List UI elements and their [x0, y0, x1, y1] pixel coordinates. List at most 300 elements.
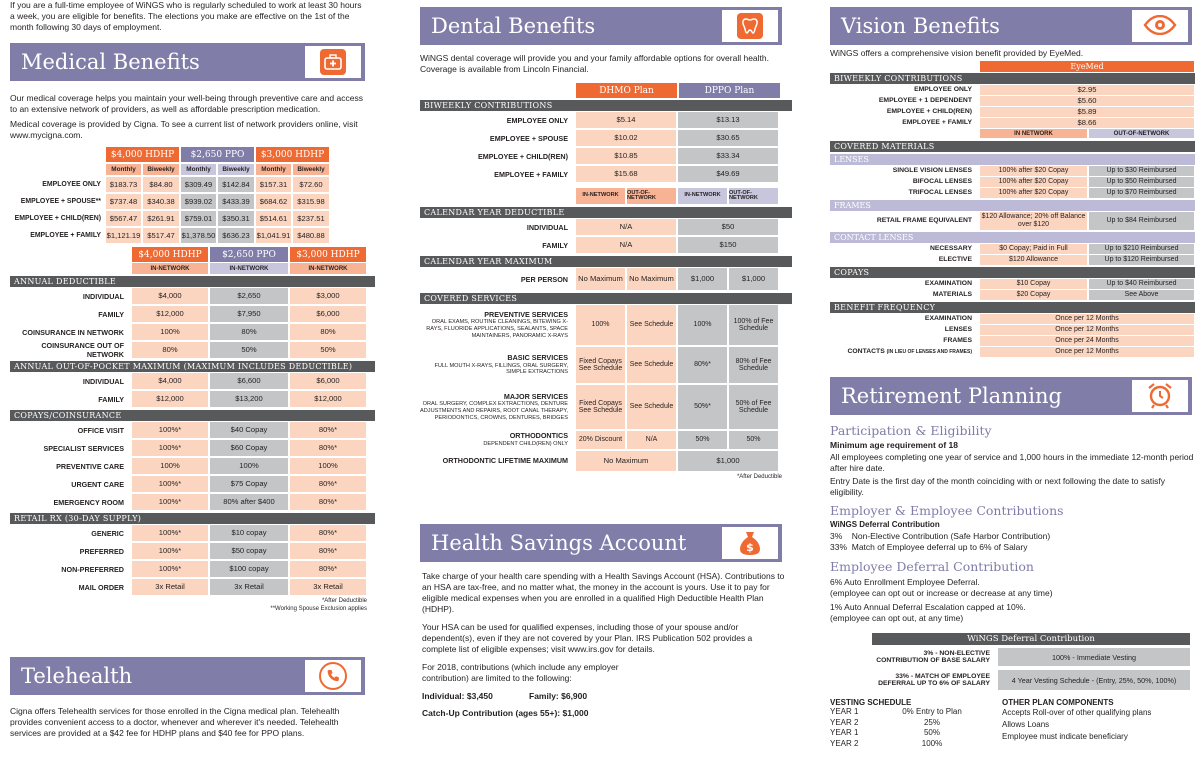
- list-item: Accepts Roll-over of other qualifying plans: [1002, 708, 1152, 718]
- row-label: EMPLOYEE + CHILD(REN): [477, 151, 568, 161]
- vesting-row: [830, 707, 1002, 717]
- cell: 80%*: [290, 422, 366, 438]
- table-row: [10, 542, 375, 560]
- table-row: [10, 210, 375, 227]
- table-row: [10, 390, 375, 408]
- network-label: OUT-OF-NETWORK: [729, 188, 778, 204]
- telehealth-text: Cigna offers Telehealth services for those enrolled in the Cigna medical plan. Telehealth provides convenient access to a doctor, whenever and wherever it's needed. Telehealth services are provided at a $42 fee for HDHP plans and $40 fee for PPO plans.: [10, 706, 340, 739]
- deferral-table: [872, 633, 1190, 691]
- network-label: OUT-OF-NETWORK: [627, 188, 676, 204]
- cell: $2.95: [980, 85, 1194, 95]
- plan-header: DHMO Plan: [576, 83, 677, 98]
- table-row: [830, 278, 1195, 289]
- cell: 3x Retail: [290, 579, 366, 595]
- row-label: [420, 432, 574, 447]
- cell: $150: [678, 237, 778, 253]
- vision-frequency-rows: [830, 313, 1195, 357]
- dental-covered-rows: [420, 304, 792, 450]
- in-network-label: IN-NETWORK: [132, 263, 208, 274]
- cell: Up to $70 Reimbursed: [1089, 188, 1194, 198]
- table-row: [10, 287, 375, 305]
- cell: $120 Allowance; 20% off Balance over $120: [981, 213, 1086, 228]
- table-row: [420, 218, 792, 236]
- biweekly-label: Biweekly: [293, 164, 329, 175]
- row-label: EMPLOYEE + SPOUSE: [489, 133, 568, 143]
- cell: $72.60: [293, 177, 329, 192]
- row-label: EMPLOYEE + FAMILY: [30, 232, 101, 240]
- tooth-icon: [737, 13, 763, 39]
- row-label: ORTHODONTIC LIFETIME MAXIMUM: [442, 455, 568, 465]
- cell: N/A: [627, 431, 676, 449]
- cell: 100%: [132, 324, 208, 340]
- cell: $1,121.19: [106, 228, 141, 243]
- hsa-family-limit: Family: $6,900: [529, 691, 588, 702]
- row-label: 3% - NON-ELECTIVE CONTRIBUTION OF BASE SALARY: [876, 649, 990, 665]
- cell: 100%*: [132, 440, 208, 456]
- section-header: BIWEEKLY CONTRIBUTIONS: [420, 100, 792, 111]
- table-row: [10, 323, 375, 341]
- medical-benefits-title: Medical Benefits: [21, 50, 200, 75]
- row-label: FAMILY: [98, 394, 124, 404]
- table-row: [420, 384, 792, 430]
- money-bag-icon: [739, 530, 761, 556]
- table-row: [830, 243, 1195, 254]
- cell: $7,950: [210, 306, 288, 322]
- row-label: NON-PREFERRED: [61, 564, 124, 574]
- row-label: PREVENTIVE CARE: [56, 461, 124, 471]
- cell: 100%: [678, 305, 727, 345]
- hsa-paragraph: Your HSA can be used for qualified expenses, including those of your spouse and/or dependent(s), even if they are not covered by your Plan. IRS Publication 502 provides a complete list of eligible expenses; visit www.irs.gov for details.: [422, 622, 753, 655]
- vesting-value: 0% Entry to Plan: [902, 707, 962, 717]
- deferral-line: 6% Auto Enrollment Employee Deferral.: [830, 577, 980, 588]
- row-label: [830, 315, 978, 322]
- row-label: [830, 337, 978, 344]
- cell: $5.89: [980, 107, 1194, 117]
- deferral-line: (employee can opt out, at any time): [830, 613, 964, 624]
- row-label: EMERGENCY ROOM: [53, 497, 124, 507]
- cell: $315.98: [293, 194, 329, 209]
- vesting-year: YEAR 2: [830, 738, 859, 748]
- cell: Up to $84 Reimbursed: [1089, 212, 1194, 230]
- biweekly-label: Biweekly: [143, 164, 179, 175]
- table-row: [10, 439, 375, 457]
- frequency-label: FRAMES: [943, 337, 972, 345]
- cell: 100%*: [132, 494, 208, 510]
- vesting-rows: [830, 707, 1002, 749]
- cell: $737.48: [106, 194, 141, 209]
- plan-header: EyeMed: [980, 61, 1194, 72]
- cell: $50: [678, 219, 778, 235]
- cell: $480.88: [293, 228, 329, 243]
- row-label: RETAIL FRAME EQUIVALENT: [876, 217, 972, 225]
- table-row: [420, 346, 792, 384]
- cell: $75 Copay: [210, 476, 288, 492]
- row-label: FAMILY: [98, 309, 124, 319]
- cell: 80% of Fee Schedule: [729, 347, 778, 383]
- dental-benefits-banner: [420, 7, 782, 45]
- cell: Up to $30 Reimbursed: [1089, 166, 1194, 176]
- row-label: EMPLOYEE + SPOUSE**: [20, 198, 101, 206]
- table-row: [10, 578, 375, 596]
- cell: No Maximum: [576, 268, 625, 290]
- vesting-value: 25%: [923, 717, 940, 727]
- cell: $237.51: [293, 211, 329, 226]
- cell: 80%*: [290, 440, 366, 456]
- cell: $10.85: [576, 148, 676, 164]
- row-label: [420, 354, 574, 376]
- deferral-line: 1% Auto Annual Deferral Escalation capped at 10%.: [830, 602, 1026, 613]
- row-label: MATERIALS: [932, 291, 972, 299]
- section-header: BENEFIT FREQUENCY: [830, 302, 1195, 313]
- cell: $157.31: [256, 177, 291, 192]
- cell: No Maximum: [576, 451, 676, 471]
- eye-icon: [1143, 15, 1177, 37]
- table-row: [420, 111, 792, 129]
- plan-header: $3,000 HDHP: [290, 247, 366, 262]
- table-row: [420, 304, 792, 346]
- cell: $8.66: [980, 118, 1194, 128]
- cell: N/A: [576, 219, 676, 235]
- medical-contrib-rows: [10, 176, 375, 244]
- hsa-individual-limit: Individual: $3,450: [422, 691, 493, 702]
- cell: 100%*: [132, 543, 208, 559]
- cell: 80%: [210, 324, 288, 340]
- vesting-row: [830, 718, 1002, 728]
- cell: 100% after $20 Copay: [980, 177, 1087, 187]
- medical-contributions-table: [10, 147, 375, 244]
- table-row: [830, 289, 1195, 300]
- cell: $60 Copay: [210, 440, 288, 456]
- cell: $433.39: [218, 194, 254, 209]
- hsa-paragraph: For 2018, contributions (which include any employer contribution) are limited to the following:: [422, 662, 619, 684]
- table-row: [10, 227, 375, 244]
- cell: 50%: [678, 431, 727, 449]
- section-header: COVERED SERVICES: [420, 293, 792, 304]
- medical-coverage-sections: [10, 276, 375, 596]
- list-item: Allows Loans: [1002, 720, 1050, 730]
- vesting-row: [830, 739, 1002, 749]
- cell: $183.73: [106, 177, 141, 192]
- row-label: ELECTIVE: [938, 256, 972, 264]
- cell: $50 copay: [210, 543, 288, 559]
- cell: 100% - Immediate Vesting: [998, 648, 1190, 666]
- vision-contrib-rows: [830, 84, 1195, 128]
- cell: N/A: [576, 237, 676, 253]
- cell: $6,600: [210, 373, 288, 389]
- contribution-line: 3% Non-Elective Contribution (Safe Harbor Contribution): [830, 531, 1051, 542]
- cell: $759.01: [181, 211, 216, 226]
- row-label: BIFOCAL LENSES: [912, 178, 972, 186]
- table-row: [830, 84, 1195, 95]
- table-row: [10, 475, 375, 493]
- spouse-exclusion-note: **Working Spouse Exclusion applies: [270, 606, 367, 613]
- cell: $12,000: [132, 306, 208, 322]
- row-label: EMPLOYEE ONLY: [506, 115, 568, 125]
- cell: $13.13: [678, 112, 778, 128]
- vesting-year: YEAR 1: [830, 707, 859, 717]
- cell: $0 Copay; Paid in Full: [980, 244, 1087, 254]
- cell: $1,000: [678, 451, 778, 471]
- row-label: EXAMINATION: [924, 280, 972, 288]
- cell: 100%: [210, 458, 288, 474]
- retirement-banner: [830, 377, 1192, 415]
- list-item: Employee must indicate beneficiary: [1002, 732, 1128, 742]
- table-row: [830, 187, 1195, 198]
- cell: $5.14: [576, 112, 676, 128]
- in-network-label: IN-NETWORK: [210, 263, 288, 274]
- row-label: EMPLOYEE + FAMILY: [494, 169, 568, 179]
- telehealth-banner: [10, 657, 365, 695]
- row-label: EMPLOYEE + 1 DEPENDENT: [878, 97, 972, 105]
- cell: $10 copay: [210, 525, 288, 541]
- medical-intro-1: Our medical coverage helps you maintain your well-being through preventive care and access to an extensive network of providers, as well as affordable prescription medication.: [10, 93, 363, 115]
- dental-intro: WiNGS dental coverage will provide you and your family affordable options for overall health. Coverage is available from Lincoln Financial.: [420, 53, 769, 75]
- vesting-year: YEAR 1: [830, 728, 859, 738]
- plan-header: DPPO Plan: [679, 83, 780, 98]
- column-left: [10, 0, 375, 739]
- table-row: [420, 267, 792, 291]
- participation-heading: Participation & Eligibility: [830, 423, 992, 438]
- cell: $142.84: [218, 177, 254, 192]
- after-deductible-note: *After Deductible: [321, 598, 367, 605]
- cell: $1,000: [678, 268, 727, 290]
- cell: $2,650: [210, 288, 288, 304]
- entry-date-text: Entry Date is the first day of the month coinciding with or next following the date to satisfy eligibility.: [830, 476, 1165, 498]
- cell: 100%*: [132, 476, 208, 492]
- vision-intro: WiNGS offers a comprehensive vision benefit provided by EyeMed.: [830, 48, 1084, 58]
- cell: Up to $120 Reimbursed: [1089, 255, 1194, 265]
- cell: 80%*: [678, 347, 727, 383]
- column-middle: [420, 0, 792, 719]
- cell: $20 Copay: [980, 290, 1087, 300]
- cell: 50%*: [678, 385, 727, 429]
- row-label: COINSURANCE OUT OF NETWORK: [41, 341, 124, 360]
- table-row: [420, 236, 792, 254]
- cell: $10 Copay: [980, 279, 1087, 289]
- section-header: RETAIL RX (30-DAY SUPPLY): [10, 513, 375, 524]
- subsection-header: FRAMES: [830, 200, 1195, 211]
- vision-table: [830, 61, 1195, 357]
- table-row: [830, 313, 1195, 324]
- table-row: [10, 524, 375, 542]
- retirement-title: Retirement Planning: [841, 384, 1062, 408]
- cell: 100% of Fee Schedule: [729, 305, 778, 345]
- vesting-value: 100%: [921, 738, 943, 748]
- cell: Fixed Copays See Schedule: [576, 347, 625, 383]
- row-label: [420, 393, 574, 422]
- cell: $30.65: [678, 130, 778, 146]
- cell: $1,378.50: [181, 228, 216, 243]
- row-label: [830, 326, 978, 333]
- cell: $15.68: [576, 166, 676, 182]
- cell: 80%*: [290, 543, 366, 559]
- table-row: [420, 450, 792, 472]
- in-network-label: IN-NETWORK: [290, 263, 366, 274]
- plan-header: $4,000 HDHP: [132, 247, 208, 262]
- section-header: COPAYS: [830, 267, 1195, 278]
- deferral-table-title: WiNGS Deferral Contribution: [872, 633, 1190, 645]
- medical-benefits-banner: [10, 43, 365, 81]
- cell: $6,000: [290, 373, 366, 389]
- cell: $350.31: [218, 211, 254, 226]
- cell: Up to $210 Reimbursed: [1089, 244, 1194, 254]
- medical-intro-2: Medical coverage is provided by Cigna. To see a current list of network providers online, visit www.mycigna.com.: [10, 119, 358, 141]
- cell: $4,000: [132, 288, 208, 304]
- row-label: URGENT CARE: [71, 479, 124, 489]
- row-label: SINGLE VISION LENSES: [892, 167, 972, 175]
- cell: $309.49: [181, 177, 216, 192]
- cell: $514.61: [256, 211, 291, 226]
- network-label: IN-NETWORK: [576, 188, 625, 204]
- hsa-paragraph: Take charge of your health care spending with a Health Savings Account (HSA). Contributions to an HSA are tax-free, and no matter what, the money in the account is yours. Use it to pay for eligible medical expenses when you are enrolled in a qualified High Deductible Health Plan (HDHP).: [422, 571, 785, 615]
- table-row: [830, 95, 1195, 106]
- table-row: [10, 193, 375, 210]
- network-label: OUT-OF-NETWORK: [1089, 129, 1194, 138]
- cell: 50% of Fee Schedule: [729, 385, 778, 429]
- frequency-label: CONTACTS: [847, 348, 885, 356]
- table-row: [830, 176, 1195, 187]
- table-row: [420, 147, 792, 165]
- row-label: COINSURANCE IN NETWORK: [22, 327, 124, 337]
- eligibility-intro: If you are a full-time employee of WiNGS who is regularly scheduled to work at least 30 hours a week, you are eligible for benefits. The elections you make are effective on the 1st of the month following 30 days of employment.: [10, 0, 362, 33]
- vesting-value: 50%: [923, 728, 940, 738]
- row-label: SPECIALIST SERVICES: [43, 443, 124, 453]
- cell: Once per 24 Months: [980, 336, 1194, 346]
- cell: $5.60: [980, 96, 1194, 106]
- vesting-row: [830, 728, 1002, 738]
- vision-benefits-title: Vision Benefits: [841, 14, 1000, 38]
- cell: Fixed Copays See Schedule: [576, 385, 625, 429]
- cell: $13,200: [210, 391, 288, 407]
- section-header: COVERED MATERIALS: [830, 141, 1195, 152]
- cell: 80% after $400: [210, 494, 288, 510]
- table-row: [830, 106, 1195, 117]
- cell: 50%: [210, 342, 288, 358]
- service-detail: ORAL EXAMS, ROUTINE CLEANINGS, BITEWING X-RAYS, FLUORIDE APPLICATIONS, SEALANTS, SPACE MAINTAINERS, PANORAMIC X-RAYS: [426, 319, 568, 339]
- monthly-label: Monthly: [256, 164, 291, 175]
- svg-text:$: $: [746, 541, 754, 554]
- cell: 100% after $20 Copay: [980, 188, 1087, 198]
- cell: 100%*: [132, 525, 208, 541]
- table-row: [830, 254, 1195, 265]
- section-header: COPAYS/COINSURANCE: [10, 410, 375, 421]
- biweekly-label: Biweekly: [218, 164, 254, 175]
- cell: $684.62: [256, 194, 291, 209]
- table-row: [420, 129, 792, 147]
- cell: $12,000: [132, 391, 208, 407]
- cell: 100%: [576, 305, 625, 345]
- dental-benefits-title: Dental Benefits: [431, 14, 596, 38]
- section-header: ANNUAL DEDUCTIBLE: [10, 276, 375, 287]
- row-label: 33% - MATCH OF EMPLOYEE DEFERRAL UP TO 6% OF SALARY: [878, 672, 990, 688]
- row-label: TRIFOCAL LENSES: [908, 189, 972, 197]
- column-right: [830, 0, 1195, 748]
- cell: 50%: [729, 431, 778, 449]
- plan-header: $3,000 HDHP: [256, 147, 329, 162]
- row-label: EMPLOYEE + CHILD(REN): [14, 215, 101, 223]
- cell: 80%*: [290, 476, 366, 492]
- cell: Once per 12 Months: [980, 347, 1194, 357]
- cell: $12,000: [290, 391, 366, 407]
- cell: 20% Discount: [576, 431, 625, 449]
- cell: 80%*: [290, 561, 366, 577]
- table-row: [10, 341, 375, 359]
- cell: Up to $40 Reimbursed: [1089, 279, 1194, 289]
- other-components-title: OTHER PLAN COMPONENTS: [1002, 698, 1114, 708]
- hsa-title: Health Savings Account: [431, 531, 687, 555]
- cell: $100 copay: [210, 561, 288, 577]
- table-row: [420, 430, 792, 450]
- cell: 80%: [132, 342, 208, 358]
- frequency-label: EXAMINATION: [924, 315, 972, 323]
- row-label: NECESSARY: [929, 245, 972, 253]
- telehealth-title: Telehealth: [21, 664, 133, 688]
- vision-benefits-banner: [830, 7, 1192, 45]
- cell: Once per 12 Months: [980, 314, 1194, 324]
- plan-header: $2,650 PPO: [210, 247, 288, 262]
- min-age: Minimum age requirement of 18: [830, 440, 958, 450]
- cell: See Schedule: [627, 385, 676, 429]
- table-row: [830, 117, 1195, 128]
- row-label: EMPLOYEE ONLY: [42, 181, 101, 189]
- cell: $4,000: [132, 373, 208, 389]
- alarm-clock-icon: [1146, 381, 1174, 411]
- contribution-line: 33% Match of Employee deferral up to 6% of Salary: [830, 542, 1028, 553]
- cell: 3x Retail: [132, 579, 208, 595]
- table-row: [10, 305, 375, 323]
- section-header: CALENDAR YEAR MAXIMUM: [420, 256, 792, 267]
- row-label: FAMILY: [542, 240, 568, 250]
- subsection-header: CONTACT LENSES: [830, 232, 1195, 243]
- hsa-banner: [420, 524, 782, 562]
- table-row: [830, 211, 1195, 230]
- table-row: [830, 165, 1195, 176]
- network-label: IN-NETWORK: [678, 188, 727, 204]
- frequency-sublabel: (IN LIEU OF LENSES AND FRAMES): [886, 349, 972, 356]
- row-label: EMPLOYEE ONLY: [914, 86, 972, 94]
- cell: See Schedule: [627, 305, 676, 345]
- cell: No Maximum: [627, 268, 676, 290]
- section-header: BIWEEKLY CONTRIBUTIONS: [830, 73, 1195, 84]
- cell: See Above: [1089, 290, 1194, 300]
- dental-table: [420, 83, 792, 482]
- plan-header: $2,650 PPO: [181, 147, 254, 162]
- cell: $120 Allowance: [980, 255, 1087, 265]
- cell: $939.02: [181, 194, 216, 209]
- cell: $636.23: [218, 228, 254, 243]
- hsa-body: [422, 571, 787, 718]
- table-row: [10, 372, 375, 390]
- frequency-label: LENSES: [944, 326, 972, 334]
- table-row: [830, 324, 1195, 335]
- cell: $49.69: [678, 166, 778, 182]
- row-label: INDIVIDUAL: [82, 291, 124, 301]
- service-name: BASIC SERVICES: [507, 353, 568, 363]
- eligibility-text: All employees completing one year of service and 1,000 hours in the immediate 12-month period after hire date.: [830, 452, 1194, 474]
- cell: $33.34: [678, 148, 778, 164]
- employee-deferral-heading: Employee Deferral Contribution: [830, 559, 1034, 575]
- section-header: ANNUAL OUT-OF-POCKET MAXIMUM (MAXIMUM INCLUDES DEDUCTIBLE): [10, 361, 375, 372]
- subsection-header: LENSES: [830, 154, 1195, 165]
- cell: $40 Copay: [210, 422, 288, 438]
- row-label: PREFERRED: [79, 546, 124, 556]
- row-label: EMPLOYEE + CHILD(REN): [886, 108, 972, 116]
- after-deductible-note: *After Deductible: [736, 474, 782, 481]
- cell: See Schedule: [627, 347, 676, 383]
- table-row: [420, 165, 792, 183]
- service-detail: FULL MOUTH X-RAYS, FILLINGS, ORAL SURGERY, SIMPLE EXTRACTIONS: [434, 362, 568, 376]
- service-detail: ORAL SURGERY, COMPLEX EXTRACTIONS, DENTURE ADJUSTMENTS AND REPAIRS, ROOT CANAL THERAPY, PERIODONTICS, CROWNS, DENTURES, BRIDGES: [420, 401, 568, 421]
